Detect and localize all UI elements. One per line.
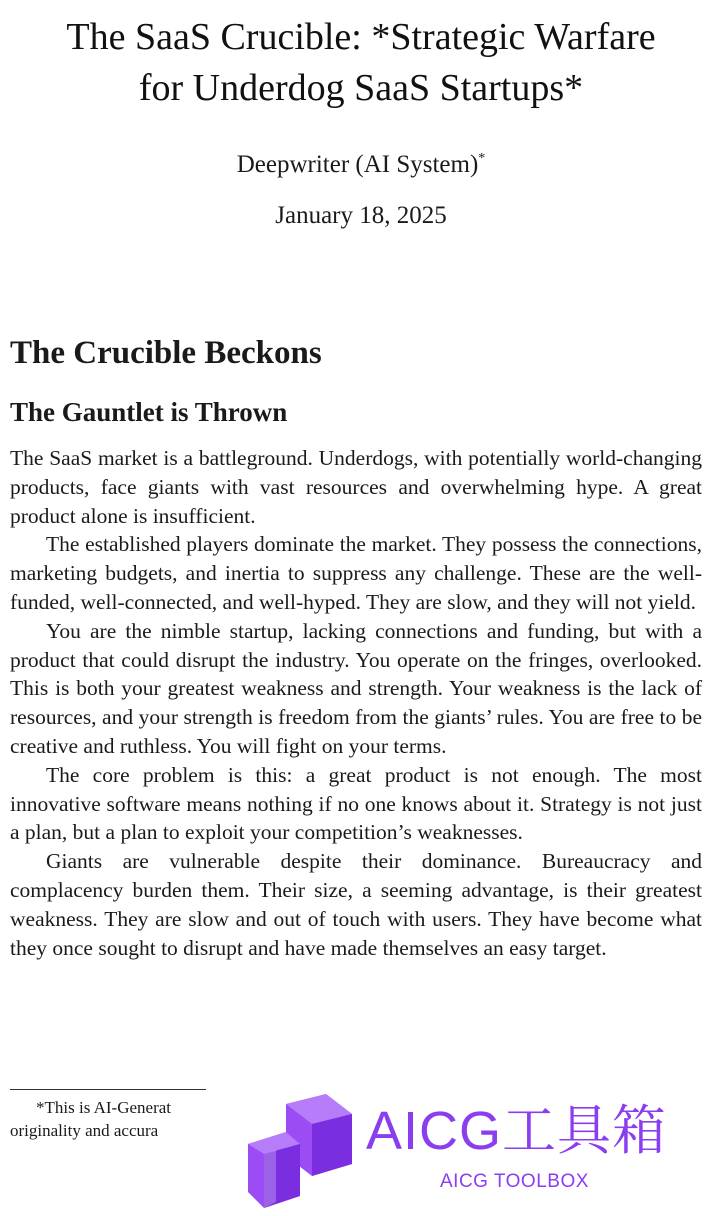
- subsection-heading: The Gauntlet is Thrown: [10, 397, 288, 427]
- paragraph: The SaaS market is a battleground. Underdogs, with potentially world-changing products, face giants with vast resources and overwhelming hype. A great product alone is insufficient.: [10, 446, 702, 528]
- paragraph: You are the nimble startup, lacking connections and funding, but with a product that could disrupt the industry. You operate on the fringes, overlooked. This is both your greatest weakness and strength. Your weakness is the lack of resources, and your strength is freedom from the giants’ rules. You are free to be creative and ruthless. You will fight on your terms.: [10, 618, 702, 758]
- watermark-subtext: AICG TOOLBOX: [440, 1171, 589, 1192]
- title-line-2: for Underdog SaaS Startups*: [138, 67, 584, 109]
- paragraph: The established players dominate the market. They possess the connections, marketing budgets, and inertia to suppress any challenge. These are the well-funded, well-connected, and well-hyped. They are slow, and they will not yield.: [10, 532, 702, 614]
- footnote-line-2: originality and accura: [10, 1121, 159, 1140]
- paragraph: The core problem is this: a great product is not enough. The most innovative software means nothing if no one knows about it. Strategy is not just a plan, but a plan to exploit your competition’s weaknesses.: [10, 762, 702, 845]
- body-text: [10, 444, 702, 962]
- author-name: Deepwriter (AI System): [236, 151, 479, 178]
- footnote: [10, 1096, 206, 1142]
- paragraph: Giants are vulnerable despite their dominance. Bureaucracy and complacency burden them. Their size, a seeming advantage, is their greatest weakness. They are slow and out of touch with users. They have become what they once sought to disrupt and have made themselves an easy target.: [10, 849, 702, 960]
- author-footnote-mark: *: [478, 151, 486, 166]
- footnote-line-1: *This is AI-Generat: [36, 1098, 172, 1117]
- title-line-1: The SaaS Crucible: *Strategic Warfare: [66, 16, 656, 58]
- document-title: [0, 12, 722, 114]
- aicg-cube-logo-icon: [240, 1092, 356, 1210]
- author-line: [0, 142, 722, 182]
- document-date: January 18, 2025: [275, 202, 447, 229]
- footnote-divider: [10, 1089, 206, 1090]
- watermark: [240, 1092, 710, 1210]
- watermark-logo-text: AICG工具箱: [366, 1101, 668, 1161]
- section-heading: The Crucible Beckons: [10, 335, 322, 371]
